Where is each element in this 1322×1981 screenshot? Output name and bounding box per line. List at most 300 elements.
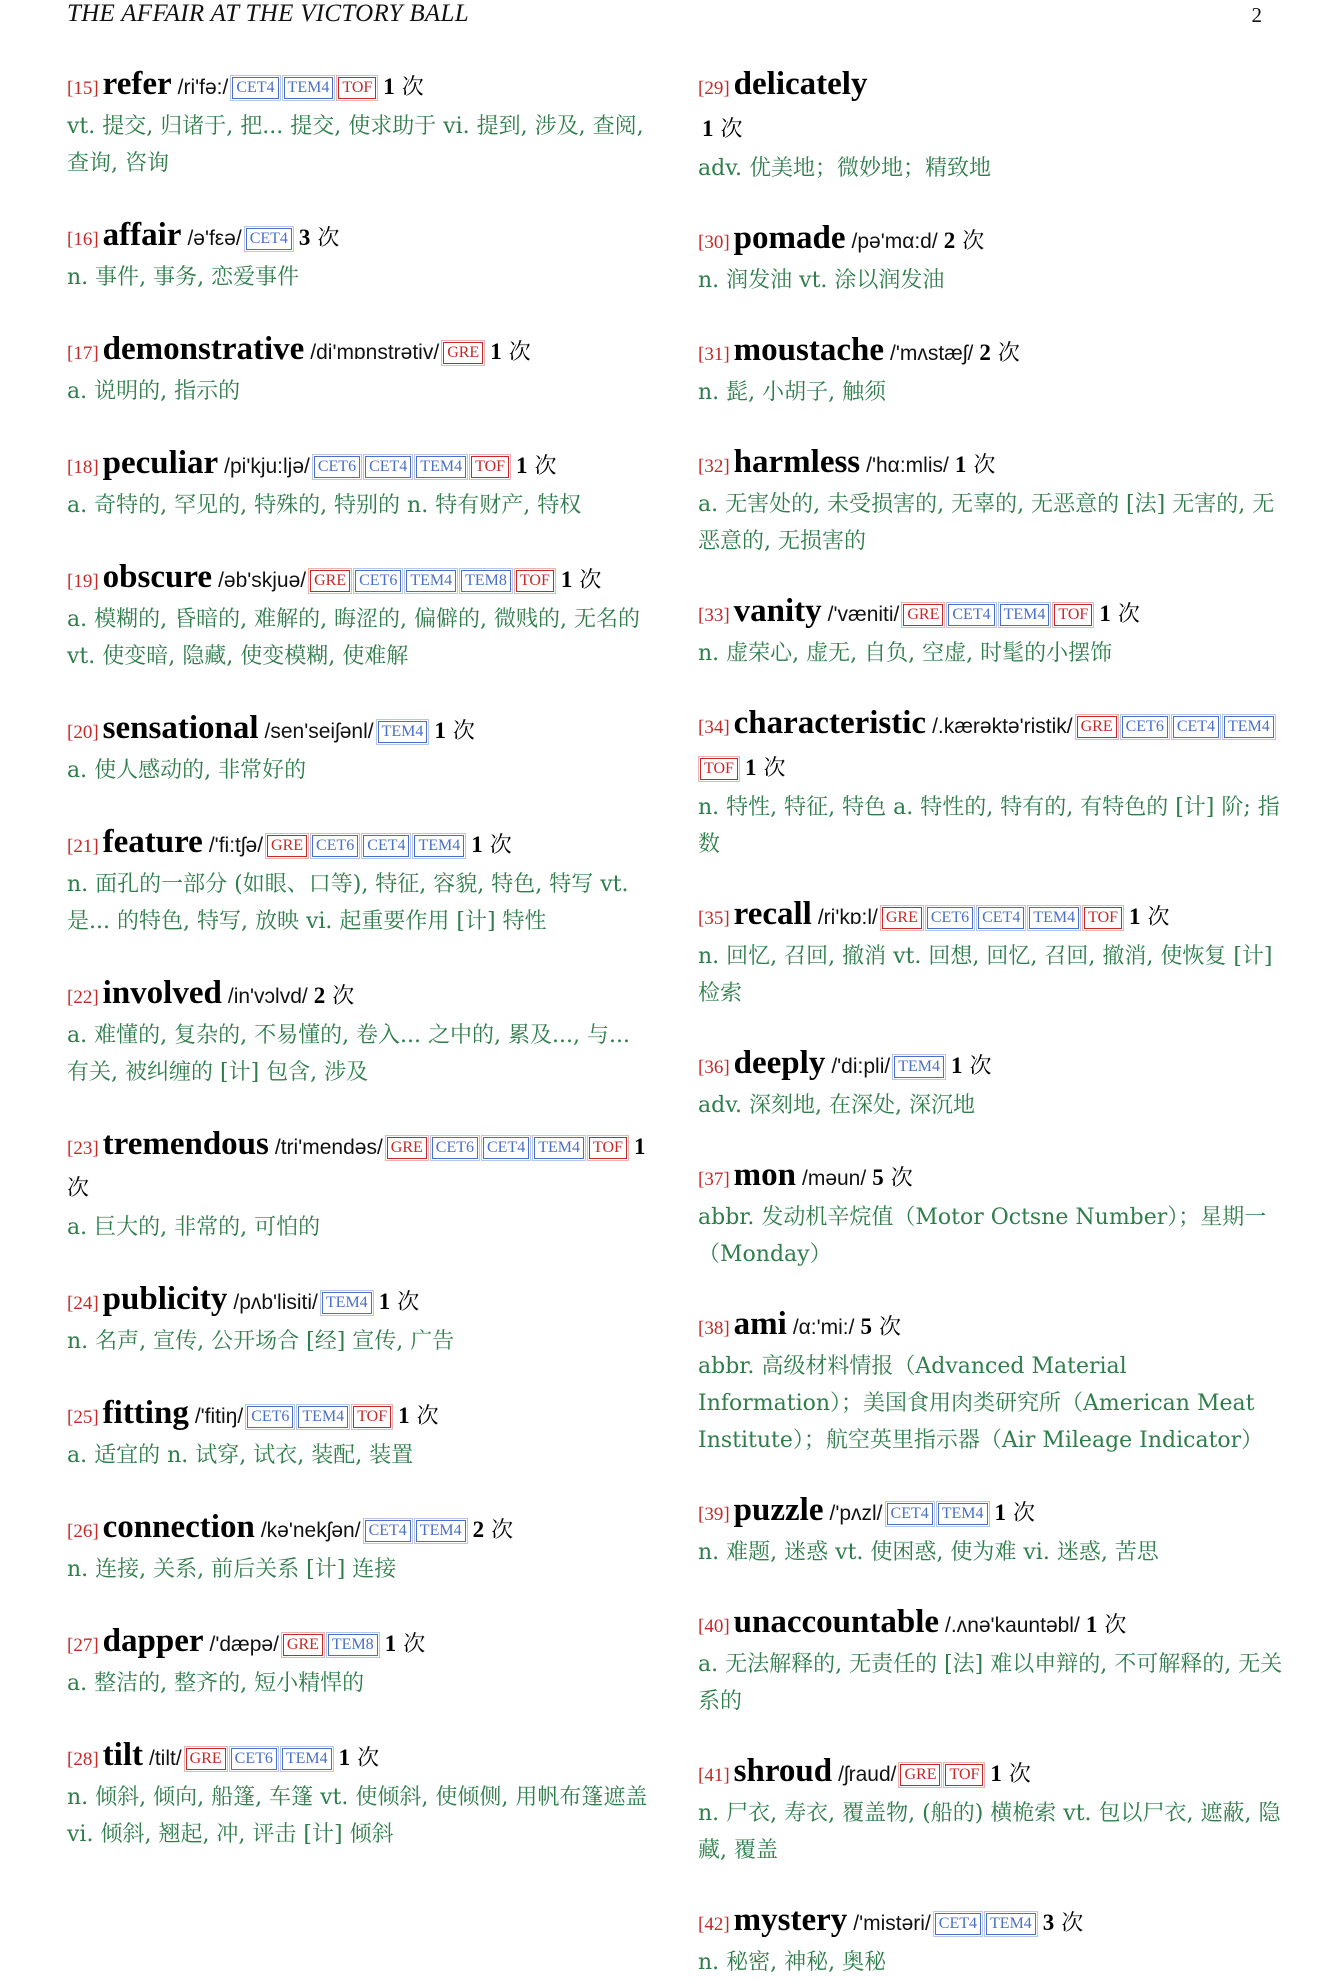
exam-tag-badge: CET4 — [246, 228, 292, 250]
entry-number: [25] — [67, 1407, 99, 1428]
entry-number: [41] — [698, 1765, 730, 1786]
exam-tag-badge: CET6 — [314, 456, 360, 478]
vocab-entry — [67, 557, 652, 675]
right-column — [698, 64, 1283, 1981]
count-unit: 次 — [1104, 1613, 1127, 1638]
entry-phonetic: /pi'kju:ljə/ — [224, 455, 310, 478]
count-unit: 次 — [67, 1176, 90, 1201]
entry-word: recall — [733, 896, 812, 932]
left-column — [67, 64, 652, 1853]
entry-word: deeply — [733, 1045, 826, 1081]
occurrence-count — [490, 340, 531, 365]
occurrence-count — [745, 756, 786, 781]
exam-tag-badge: CET4 — [887, 1503, 933, 1525]
vocab-entry — [698, 1043, 1283, 1124]
entry-phonetic: /'fi:tʃə/ — [208, 834, 264, 857]
exam-tag-badge: CET4 — [948, 604, 994, 626]
entry-definition: a. 使人感动的, 非常好的 — [67, 758, 307, 783]
entry-headline — [67, 1124, 652, 1210]
count-number: 2 — [313, 983, 326, 1008]
occurrence-count — [1099, 602, 1140, 627]
count-unit: 次 — [489, 833, 512, 858]
vocab-entry — [67, 1124, 652, 1246]
exam-tag-badge: TEM4 — [414, 835, 464, 857]
count-number: 1 — [744, 755, 757, 780]
entry-word: unaccountable — [733, 1604, 940, 1640]
count-unit: 次 — [1013, 1501, 1036, 1526]
entry-definition: adv. 深刻地, 在深处, 深沉地 — [698, 1093, 975, 1118]
occurrence-count — [995, 1501, 1036, 1526]
entry-number: [38] — [698, 1318, 730, 1339]
entry-word: tilt — [102, 1737, 143, 1773]
entry-word: moustache — [733, 332, 884, 368]
entry-headline — [698, 1900, 1283, 1945]
count-unit: 次 — [491, 1518, 514, 1543]
count-number: 1 — [1099, 601, 1111, 626]
occurrence-count — [383, 75, 424, 100]
entry-phonetic: /di'mɒnstrətiv/ — [310, 341, 440, 364]
entry-number: [31] — [698, 344, 730, 365]
count-number: 1 — [633, 1134, 646, 1159]
count-number: 5 — [860, 1314, 872, 1339]
vocab-entry — [698, 1304, 1283, 1459]
exam-tag-badge: GRE — [310, 570, 350, 592]
vocab-entry — [698, 703, 1283, 863]
count-number: 1 — [383, 74, 395, 99]
vocab-entry — [67, 1279, 652, 1360]
exam-tag-badge: CET6 — [1122, 716, 1168, 738]
vocab-entry — [67, 822, 652, 940]
occurrence-count — [379, 1290, 420, 1315]
entry-word: publicity — [102, 1281, 228, 1317]
entry-definition: a. 适宜的 n. 试穿, 试衣, 装配, 装置 — [67, 1443, 414, 1468]
entry-definition: n. 倾斜, 倾向, 船篷, 车篷 vt. 使倾斜, 使倾侧, 用帆布篷遮盖 vi. 倾斜, 翘起, 冲, 评击 [计] 倾斜 — [67, 1785, 648, 1847]
occurrence-count — [990, 1762, 1031, 1787]
entry-definition: a. 无法解释的, 无责任的 [法] 难以申辩的, 不可解释的, 无关系的 — [698, 1652, 1283, 1714]
entry-phonetic: /.kærəktə'ristik/ — [932, 715, 1073, 738]
entry-number: [21] — [67, 836, 99, 857]
count-number: 1 — [338, 1745, 351, 1770]
count-number: 1 — [1129, 904, 1141, 929]
entry-number: [29] — [698, 78, 730, 99]
occurrence-count — [1043, 1911, 1084, 1936]
occurrence-count — [561, 568, 602, 593]
entry-word: puzzle — [733, 1492, 824, 1528]
count-unit: 次 — [452, 719, 475, 744]
entry-phonetic: /.ʌnə'kauntəbl/ — [945, 1614, 1080, 1637]
entry-word: delicately — [733, 66, 868, 102]
entry-definition: n. 髭, 小胡子, 触须 — [698, 380, 887, 405]
entry-phonetic: /ri'kɒ:l/ — [817, 906, 878, 929]
entry-number: [20] — [67, 722, 99, 743]
count-unit: 次 — [317, 226, 340, 251]
occurrence-count — [299, 226, 340, 251]
entry-headline — [67, 1507, 652, 1552]
page-number: 2 — [1251, 3, 1262, 27]
occurrence-count — [860, 1315, 901, 1340]
entry-phonetic: /'fitiŋ/ — [194, 1405, 244, 1428]
count-unit: 次 — [332, 984, 355, 1009]
entry-headline — [67, 64, 652, 109]
entry-headline — [698, 591, 1283, 636]
entry-phonetic: /in'vɔlvd/ — [227, 985, 308, 1008]
entry-definition: a. 巨大的, 非常的, 可怕的 — [67, 1215, 321, 1240]
exam-tag-badge: CET4 — [1173, 716, 1219, 738]
count-unit: 次 — [763, 756, 786, 781]
count-unit: 次 — [579, 568, 602, 593]
exam-tag-badge: CET4 — [365, 456, 411, 478]
entry-headline — [67, 1621, 652, 1666]
exam-tag-badge: TEM4 — [298, 1406, 348, 1428]
occurrence-count — [1086, 1613, 1127, 1638]
entry-word: vanity — [733, 593, 822, 629]
vocab-entry — [698, 1751, 1283, 1869]
entry-word: demonstrative — [102, 331, 305, 367]
entry-word: mystery — [733, 1902, 848, 1938]
occurrence-count — [385, 1632, 426, 1657]
occurrence-count — [516, 454, 557, 479]
exam-tag-badge: TEM4 — [416, 456, 466, 478]
exam-tag-badge: CET6 — [927, 907, 973, 929]
count-unit: 次 — [401, 75, 424, 100]
entry-number: [35] — [698, 908, 730, 929]
exam-tag-badge: GRE — [1077, 716, 1117, 738]
entry-headline — [698, 703, 1283, 790]
entry-phonetic: /'pʌzl/ — [829, 1502, 883, 1525]
entry-word: tremendous — [102, 1126, 269, 1162]
entry-word: pomade — [733, 220, 846, 256]
exam-tag-badge: CET6 — [432, 1137, 478, 1159]
exam-tag-badge: CET6 — [355, 570, 401, 592]
count-unit: 次 — [720, 117, 743, 142]
entry-definition: n. 回忆, 召回, 撤消 vt. 回想, 回忆, 召回, 撤消, 使恢复 [计] 检索 — [698, 944, 1273, 1006]
exam-tag-badge: CET4 — [935, 1913, 981, 1935]
exam-tag-badge: GRE — [903, 604, 943, 626]
count-number: 1 — [490, 339, 502, 364]
entry-definition: n. 连接, 关系, 前后关系 [计] 连接 — [67, 1557, 397, 1582]
exam-tag-badge: GRE — [443, 342, 483, 364]
count-unit: 次 — [969, 1054, 992, 1079]
exam-tag-badge: TEM4 — [1000, 604, 1050, 626]
entry-headline — [67, 973, 652, 1018]
entry-number: [19] — [67, 571, 99, 592]
entry-definition: n. 面孔的一部分 (如眼、口等), 特征, 容貌, 特色, 特写 vt. 是... 的特色, 特写, 放映 vi. 起重要作用 [计] 特性 — [67, 872, 629, 934]
entry-phonetic: /'di:pli/ — [831, 1055, 891, 1078]
entry-definition: a. 说明的, 指示的 — [67, 379, 241, 404]
exam-tag-badge: TEM8 — [461, 570, 511, 592]
entry-headline — [67, 557, 652, 602]
count-number: 1 — [990, 1761, 1002, 1786]
entry-number: [37] — [698, 1169, 730, 1190]
vocab-entry — [67, 973, 652, 1091]
entry-word: harmless — [733, 444, 861, 480]
vocab-entry — [67, 329, 652, 410]
exam-tag-badge: TOF — [516, 570, 554, 592]
entry-number: [34] — [698, 717, 730, 738]
exam-tag-badge: CET4 — [483, 1137, 529, 1159]
exam-tag-badge: TOF — [945, 1764, 983, 1786]
entry-definition: abbr. 发动机辛烷值（Motor Octsne Number）；星期一（Monday） — [698, 1205, 1267, 1267]
vocab-entry — [698, 1155, 1283, 1273]
entry-number: [42] — [698, 1914, 730, 1935]
count-number: 1 — [471, 832, 483, 857]
count-number: 3 — [298, 225, 311, 250]
occurrence-count — [872, 1166, 913, 1191]
count-number: 1 — [950, 1053, 963, 1078]
exam-tag-badge: TEM4 — [284, 77, 334, 99]
running-title: THE AFFAIR AT THE VICTORY BALL — [67, 0, 469, 27]
entry-number: [23] — [67, 1138, 99, 1159]
entry-word: ami — [733, 1306, 787, 1342]
vocab-entry — [698, 1490, 1283, 1571]
entry-definition: a. 模糊的, 昏暗的, 难解的, 晦涩的, 偏僻的, 微贱的, 无名的 vt. 使变暗, 隐藏, 使变模糊, 使难解 — [67, 607, 641, 669]
entry-number: [18] — [67, 457, 99, 478]
entry-number: [24] — [67, 1293, 99, 1314]
entry-phonetic: /pə'mα:d/ — [851, 230, 938, 253]
entry-definition: adv. 优美地；微妙地；精致地 — [698, 156, 992, 181]
count-unit: 次 — [397, 1290, 420, 1315]
exam-tag-badge: GRE — [283, 1634, 323, 1656]
exam-tag-badge: TEM4 — [406, 570, 456, 592]
entry-phonetic: /ʃraud/ — [838, 1763, 897, 1786]
count-number: 1 — [994, 1500, 1007, 1525]
count-number: 1 — [954, 452, 967, 477]
entry-word: dapper — [102, 1623, 204, 1659]
occurrence-count — [314, 984, 355, 1009]
page-header — [0, 0, 1322, 40]
entry-number: [22] — [67, 987, 99, 1008]
vocab-entry — [698, 442, 1283, 560]
entry-headline — [698, 1043, 1283, 1088]
entry-number: [30] — [698, 232, 730, 253]
exam-tag-badge: TEM4 — [534, 1137, 584, 1159]
entry-definition: abbr. 高级材料情报（Advanced Material Information）；美国食用肉类研究所（American Meat Institute）；航空英里指示器（Air Mileage Indicator） — [698, 1354, 1264, 1453]
entry-definition: n. 难题, 迷惑 vt. 使困惑, 使为难 vi. 迷惑, 苦思 — [698, 1540, 1159, 1565]
entry-number: [27] — [67, 1635, 99, 1656]
exam-tag-badge: TOF — [353, 1406, 391, 1428]
entry-phonetic: /'dæpə/ — [209, 1633, 279, 1656]
entry-phonetic: /tilt/ — [148, 1747, 182, 1770]
count-unit: 次 — [878, 1315, 901, 1340]
exam-tag-badge: TOF — [1084, 907, 1122, 929]
vocab-entry — [698, 218, 1283, 299]
count-unit: 次 — [890, 1166, 913, 1191]
entry-number: [40] — [698, 1616, 730, 1637]
entry-definition: a. 难懂的, 复杂的, 不易懂的, 卷入... 之中的, 累及..., 与... 有关, 被纠缠的 [计] 包含, 涉及 — [67, 1023, 630, 1085]
entry-number: [17] — [67, 343, 99, 364]
exam-tag-badge: CET4 — [365, 1520, 411, 1542]
count-unit: 次 — [962, 229, 985, 254]
occurrence-count — [955, 453, 996, 478]
count-number: 1 — [398, 1403, 410, 1428]
entry-word: mon — [733, 1157, 796, 1193]
vocab-entry — [67, 64, 652, 182]
entry-definition: a. 整洁的, 整齐的, 短小精悍的 — [67, 1671, 365, 1696]
exam-tag-badge: GRE — [882, 907, 922, 929]
vocab-entry — [698, 1602, 1283, 1720]
entry-word: feature — [102, 824, 203, 860]
entry-word: peculiar — [102, 445, 219, 481]
entry-headline — [698, 330, 1283, 375]
vocab-entry — [67, 1735, 652, 1853]
entry-headline — [698, 442, 1283, 487]
entry-word: connection — [102, 1509, 255, 1545]
entry-headline — [67, 1279, 652, 1324]
exam-tag-badge: CET4 — [363, 835, 409, 857]
entry-definition: n. 虚荣心, 虚无, 自负, 空虚, 时髦的小摆饰 — [698, 641, 1113, 666]
vocab-entry — [67, 443, 652, 524]
exam-tag-badge: TEM8 — [328, 1634, 378, 1656]
entry-headline — [698, 1155, 1283, 1200]
entry-headline — [67, 443, 652, 488]
occurrence-count — [339, 1746, 380, 1771]
entry-word: obscure — [102, 559, 213, 595]
entry-word: refer — [102, 66, 172, 102]
entry-number: [15] — [67, 78, 99, 99]
entry-definition: n. 尸衣, 寿衣, 覆盖物, (船的) 横桅索 vt. 包以尸衣, 遮蔽, 隐藏, 覆盖 — [698, 1801, 1281, 1863]
entry-word: characteristic — [733, 705, 927, 741]
count-unit: 次 — [416, 1404, 439, 1429]
entry-number: [26] — [67, 1521, 99, 1542]
entry-phonetic: /'mʌstæʃ/ — [889, 342, 974, 365]
count-unit: 次 — [534, 454, 557, 479]
count-number: 1 — [1085, 1612, 1098, 1637]
entry-word: affair — [102, 217, 182, 253]
count-number: 5 — [872, 1165, 884, 1190]
entry-phonetic: /sen'seiʃənl/ — [264, 720, 374, 743]
occurrence-count — [979, 341, 1020, 366]
exam-tag-badge: GRE — [267, 835, 307, 857]
exam-tag-badge: GRE — [186, 1748, 226, 1770]
exam-tag-badge: TEM4 — [894, 1056, 944, 1078]
exam-tag-badge: TEM4 — [416, 1520, 466, 1542]
exam-tag-badge: CET6 — [312, 835, 358, 857]
entry-phonetic: /'hα:mlis/ — [866, 454, 949, 477]
occurrence-count — [434, 719, 475, 744]
entry-word: fitting — [102, 1395, 189, 1431]
count-unit: 次 — [1147, 905, 1170, 930]
count-number: 1 — [560, 567, 573, 592]
entry-phonetic: /tri'mendəs/ — [274, 1136, 383, 1159]
entry-word: shroud — [733, 1753, 833, 1789]
entry-definition: n. 润发油 vt. 涂以润发油 — [698, 268, 945, 293]
count-number: 1 — [384, 1631, 397, 1656]
entry-headline — [67, 329, 652, 374]
entry-headline — [698, 1751, 1283, 1796]
exam-tag-badge: CET6 — [231, 1748, 277, 1770]
entry-number: [16] — [67, 229, 99, 250]
entry-definition: a. 奇特的, 罕见的, 特殊的, 特别的 n. 特有财产, 特权 — [67, 493, 582, 518]
count-number: 2 — [979, 340, 991, 365]
vocab-entry — [698, 1900, 1283, 1981]
entry-headline — [698, 1304, 1283, 1349]
entry-definition: n. 特性, 特征, 特色 a. 特性的, 特有的, 有特色的 [计] 阶; 指数 — [698, 795, 1280, 857]
entry-headline — [698, 894, 1283, 939]
count-unit: 次 — [357, 1746, 380, 1771]
vocab-entry — [67, 1507, 652, 1588]
entry-number: [33] — [698, 605, 730, 626]
entry-word: involved — [102, 975, 222, 1011]
exam-tag-badge: TOF — [338, 77, 376, 99]
exam-tag-badge: CET4 — [232, 77, 278, 99]
exam-tag-badge: CET4 — [978, 907, 1024, 929]
exam-tag-badge: TOF — [471, 456, 509, 478]
entry-definition: n. 事件, 事务, 恋爱事件 — [67, 265, 300, 290]
entry-phonetic: /ə'fεə/ — [187, 227, 242, 250]
entry-definition: vt. 提交, 归诸于, 把... 提交, 使求助于 vi. 提到, 涉及, 查阅, 查询, 咨询 — [67, 114, 644, 176]
count-unit: 次 — [973, 453, 996, 478]
count-unit: 次 — [403, 1632, 426, 1657]
entry-word: sensational — [102, 710, 259, 746]
count-unit: 次 — [508, 340, 531, 365]
occurrence-count — [951, 1054, 992, 1079]
count-number: 2 — [943, 228, 956, 253]
entry-headline — [698, 218, 1283, 263]
entry-headline — [67, 215, 652, 260]
occurrence-count — [1129, 905, 1170, 930]
count-number: 1 — [434, 718, 446, 743]
exam-tag-badge: TEM4 — [1029, 907, 1079, 929]
vocab-entry — [67, 1393, 652, 1474]
count-unit: 次 — [1008, 1762, 1031, 1787]
vocab-entry — [698, 591, 1283, 672]
occurrence-count — [471, 833, 512, 858]
exam-tag-badge: CET6 — [247, 1406, 293, 1428]
vocab-entry — [67, 1621, 652, 1702]
vocab-entry — [67, 215, 652, 296]
count-unit: 次 — [1117, 602, 1140, 627]
entry-phonetic: /pʌb'lisiti/ — [233, 1291, 318, 1314]
exam-tag-badge: TEM4 — [938, 1503, 988, 1525]
entry-definition: n. 秘密, 神秘, 奥秘 — [698, 1950, 887, 1975]
exam-tag-badge: TEM4 — [1224, 716, 1274, 738]
occurrence-count — [473, 1518, 514, 1543]
entry-number: [36] — [698, 1057, 730, 1078]
exam-tag-badge: TOF — [1054, 604, 1092, 626]
exam-tag-badge: GRE — [900, 1764, 940, 1786]
entry-phonetic: /məun/ — [802, 1167, 867, 1190]
occurrence-count — [702, 117, 743, 142]
entry-phonetic: /kə'nekʃən/ — [260, 1519, 361, 1542]
entry-definition: n. 名声, 宣传, 公开场合 [经] 宣传, 广告 — [67, 1329, 455, 1354]
entry-phonetic: /əb'skjuə/ — [218, 569, 307, 592]
exam-tag-badge: TEM4 — [322, 1292, 372, 1314]
entry-headline — [698, 64, 1283, 151]
exam-tag-badge: TOF — [700, 758, 738, 780]
vocab-entry — [698, 894, 1283, 1012]
entry-headline — [67, 822, 652, 867]
entry-definition: a. 无害处的, 未受损害的, 无辜的, 无恶意的 [法] 无害的, 无恶意的, 无损害的 — [698, 492, 1275, 554]
count-unit: 次 — [997, 341, 1020, 366]
vocab-entry — [698, 64, 1283, 187]
count-number: 1 — [378, 1289, 391, 1314]
entry-headline — [67, 1393, 652, 1438]
exam-tag-badge: TEM4 — [986, 1913, 1036, 1935]
occurrence-count — [398, 1404, 439, 1429]
entry-phonetic: /'mistəri/ — [853, 1912, 931, 1935]
entry-number: [39] — [698, 1504, 730, 1525]
entry-phonetic: /α:'mi:/ — [792, 1316, 855, 1339]
entry-phonetic: /'væniti/ — [827, 603, 900, 626]
count-number: 1 — [702, 116, 714, 141]
entry-number: [32] — [698, 456, 730, 477]
entry-headline — [698, 1490, 1283, 1535]
exam-tag-badge: TOF — [589, 1137, 627, 1159]
count-number: 3 — [1042, 1910, 1055, 1935]
vocab-entry — [698, 330, 1283, 411]
count-number: 2 — [472, 1517, 485, 1542]
count-unit: 次 — [1061, 1911, 1084, 1936]
